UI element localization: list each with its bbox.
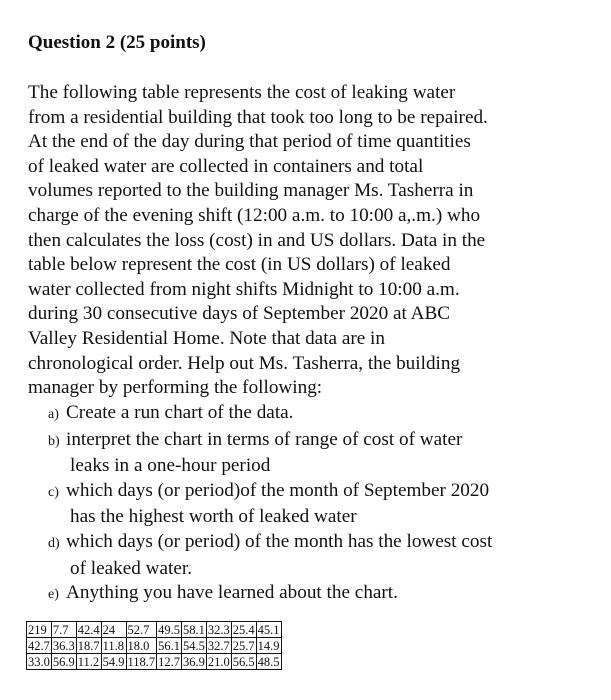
task-item-c — [48, 479, 588, 530]
task-text: has the highest worth of leaked water — [70, 506, 357, 528]
task-marker: c) — [48, 484, 59, 500]
paragraph-line: of leaked water are collected in containers and total — [28, 155, 424, 177]
task-text: which days (or period) of the month has the lowest cost — [66, 530, 493, 552]
paragraph-line: from a residential building that took too long to be repaired. — [28, 106, 488, 128]
table-cell: 118.7 — [127, 655, 156, 669]
paragraph-line: water collected from night shifts Midnight to 10:00 a.m. — [28, 278, 460, 300]
question-paragraph — [28, 81, 588, 401]
table-cell: 7.7 — [51, 622, 76, 638]
paragraph-line: then calculates the loss (cost) in and US dollars. Data in the — [28, 229, 486, 251]
paragraph-line: chronological order. Help out Ms. Tasherra, the building — [28, 352, 461, 374]
table-cell: 18.0 — [126, 638, 157, 654]
table-cell: 12.7 — [158, 655, 181, 669]
task-item-e — [48, 581, 588, 608]
table-cell: 24 — [101, 622, 126, 638]
table-cell: 56.1 — [158, 639, 181, 653]
table-cell: 25.4 — [232, 623, 255, 637]
table-cell: 36.9 — [183, 655, 205, 669]
table-cell: 52.7 — [126, 622, 157, 638]
table-cell: 58.1 — [183, 623, 205, 637]
table-cell: 11.8 — [102, 639, 125, 653]
table-cell: 56.5 — [232, 655, 255, 669]
task-list — [48, 401, 588, 608]
task-marker: e) — [48, 587, 59, 603]
question-title: Question 2 (25 points) — [28, 32, 206, 53]
table-cell: 45.1 — [257, 623, 280, 637]
task-text: Anything you have learned about the chart. — [66, 582, 398, 604]
task-item-d — [48, 530, 588, 581]
table-cell: 11.2 — [77, 655, 100, 669]
task-text: Create a run chart of the data. — [66, 402, 294, 423]
task-marker: a) — [48, 407, 59, 422]
table-cell: 21.0 — [207, 655, 230, 669]
table-cell: 42.4 — [77, 623, 100, 637]
table-cell: 54.5 — [183, 639, 205, 653]
task-marker: d) — [48, 535, 60, 551]
table-row — [27, 654, 282, 670]
table-cell: 32.7 — [207, 639, 230, 653]
table-cell: 36.3 — [52, 639, 75, 653]
table-cell: 25.7 — [232, 639, 255, 653]
task-text: interpret the chart in terms of range of cost of water — [66, 428, 463, 450]
task-text: which days (or period)of the month of September 2020 — [66, 479, 490, 501]
paragraph-line: Valley Residential Home. Note that data are in — [28, 327, 385, 349]
paragraph-line: table below represent the cost (in US dollars) of leaked — [28, 254, 451, 276]
table-row — [27, 638, 282, 654]
paragraph-line: volumes reported to the building manager Ms. Tasherra in — [28, 180, 474, 202]
paragraph-line: The following table represents the cost of leaking water — [28, 82, 456, 103]
table-cell: 18.7 — [77, 639, 100, 653]
task-item-b — [48, 428, 588, 479]
table-cell: 48.5 — [257, 655, 280, 669]
table-cell: 54.9 — [102, 655, 125, 669]
task-item-a — [48, 401, 588, 428]
leak-cost-table — [26, 621, 282, 670]
table-cell: 49.5 — [158, 623, 181, 637]
task-text: leaks in a one-hour period — [70, 455, 271, 477]
paragraph-line: manager by performing the following: — [28, 377, 323, 399]
table-cell: 33.0 — [28, 655, 50, 669]
paragraph-line: charge of the evening shift (12:00 a.m. to 10:00 a,.m.) who — [28, 204, 481, 226]
table-row — [27, 622, 282, 638]
table-cell: 42.7 — [28, 639, 50, 653]
task-marker: b) — [48, 433, 60, 449]
table-cell: 14.9 — [257, 639, 280, 653]
table-cell: 32.3 — [207, 623, 230, 637]
table-cell: 219 — [27, 622, 52, 638]
task-text: of leaked water. — [70, 557, 192, 579]
paragraph-line: At the end of the day during that period of time quantities — [28, 131, 471, 153]
paragraph-line: during 30 consecutive days of September 2020 at ABC — [28, 303, 451, 325]
table-cell: 56.9 — [52, 655, 75, 669]
